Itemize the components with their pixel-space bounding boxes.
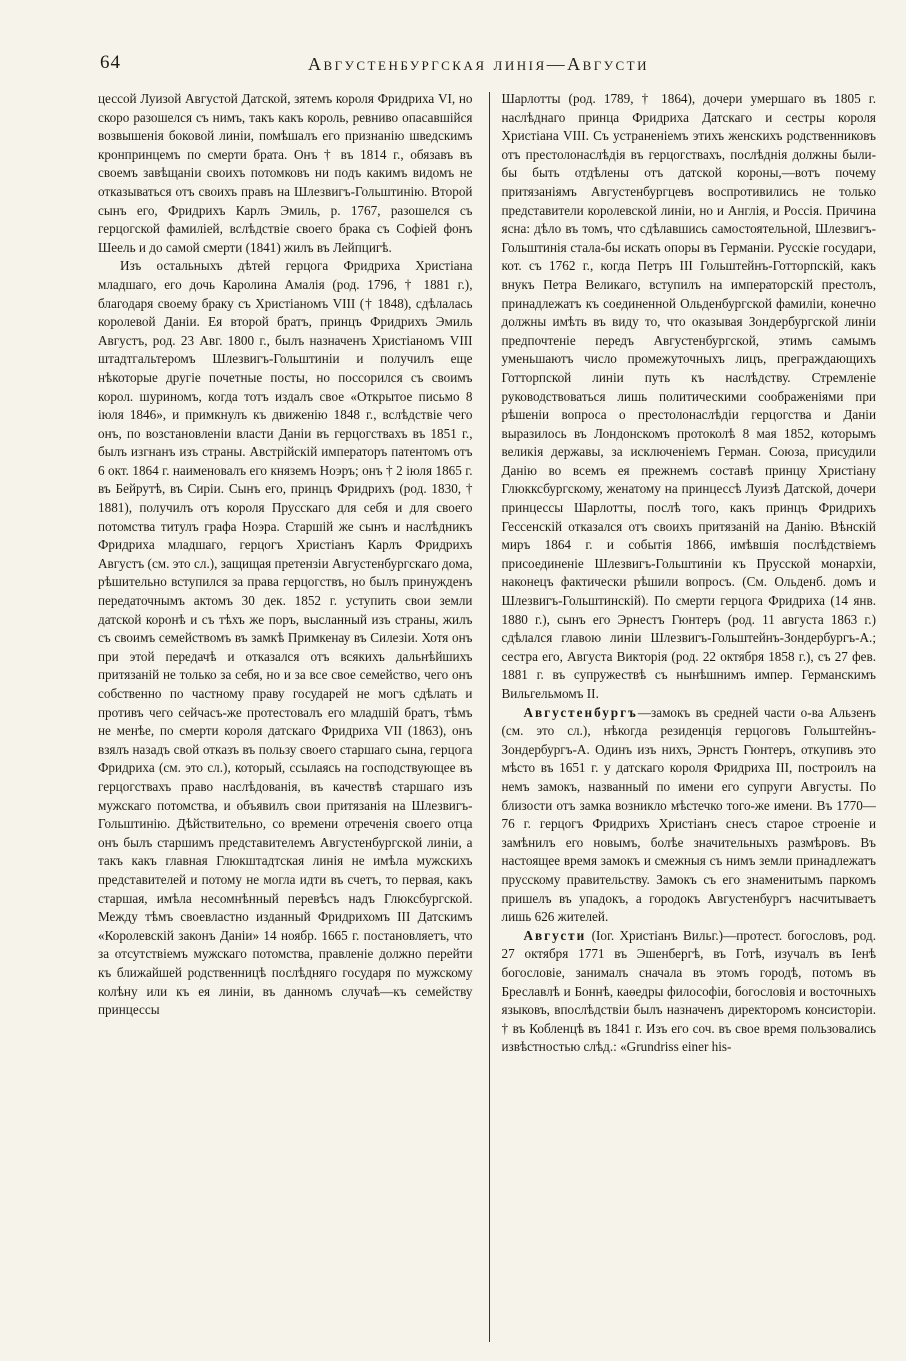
right-paragraph-1: Шарлотты (род. 1789, † 1864), дочери умершаго въ 1805 г. наслѣднаго принца Фридриха Датскаго и сестры короля Христіана VIII. Съ устраненіемъ этихъ женскихъ родственниковъ отъ престолонаслѣдія въ герцогствахъ, послѣднія должны были-бы быть отдѣлены отъ датской короны,—вотъ почему притязаніямъ Августенбургцевъ воспротивились не только представители королевской линіи, но и Англія, и Россія. Причина ясна: дѣло въ томъ, что сдѣлавшись самостоятельной, Шлезвигъ-Гольштинія стала-бы искать опоры въ Германіи. Русскіе государи, кот. съ 1762 г., когда Петръ III Гольштейнъ-Готторпскій, какъ внукъ Петра Великаго, вступилъ на императорскій престолъ, принадлежатъ къ соединенной Ольденбургской фамиліи, конечно должны имѣть въ виду то, что оказывая Зондербургской линіи предпочтеніе передъ Августенбургской, этимъ самымъ уменьшаютъ число промежуточныхъ лицъ, преграждающихъ Готторпской линіи путь къ наслѣдству. Стремленіе руководствоваться лишь политическими соображеніями при рѣшеніи вопроса о престолонаслѣдіи герцогства и Даніи выразилось въ Лондонскомъ протоколѣ 8 мая 1852, которымъ великія державы, за исключеніемъ Герман. Союза, присудили Данію во всемъ ея прежнемъ составѣ принцу Христіану Глюкксбургскому, женатому на принцессѣ Луизѣ Датской, дочери принцессы Шарлотты, послѣ того, какъ принцъ Фридрихъ Гессенскій отказался отъ своихъ притязаній на Данію. Вѣнскій миръ 1864 г. и событія 1866, имѣвшія послѣдствіемъ присоединеніе Шлезвигъ-Гольштиніи къ Прусской монархіи, наконецъ фактически рѣшили вопросъ. (См. Ольденб. домъ и Шлезвигъ-Гольштинскій). По смерти герцога Фридриха (14 янв. 1880 г.), сынъ его Эрнестъ Гюнтеръ (род. 11 августа 1863 г.) сдѣлался главою линіи Шлезвигъ-Гольштейнъ-Зондербургъ-А.; сестра его, Августа Викторія (род. 22 октября 1858 г.), съ 27 фев. 1881 г. въ супружествѣ съ нынѣшнимъ импер. Германскимъ Вильгельмомъ II.: [501, 91, 876, 701]
page-header: [78, 52, 876, 78]
text-columns: [98, 90, 876, 1342]
entry-headword: Августи: [523, 927, 587, 943]
column-divider: [489, 92, 490, 1342]
entry-body: —замокъ въ средней части о-ва Альзенъ (см. это сл.), нѣкогда резиденція герцоговъ Гольштейнъ-Зондербургъ-А. Одинъ изъ нихъ, Эрнстъ Гюнтеръ, откупивъ это мѣсто въ 1651 г. у датскаго короля Фридриха III, построилъ на немъ замокъ, названный по имени его супруги Августы. По близости отъ замка возникло мѣстечко того-же имени. Въ 1770—76 г. герцогъ Фридрихъ Христіанъ снесъ старое строеніе и замѣнилъ его новымъ, болѣе значительныхъ размѣровъ. Въ настоящее время замокъ и смежныя съ нимъ земли принадлежатъ прусскому правительству. Замокъ съ его знаменитымъ паркомъ пришелъ въ упадокъ, а городокъ Августенбургъ насчитываетъ лишь 626 жителей.: [501, 704, 876, 925]
entry-avgustenburg: [502, 704, 877, 927]
page-number: 64: [100, 52, 121, 73]
left-column: [98, 90, 481, 1342]
right-column: [498, 90, 877, 1342]
running-head: Августенбургская линія—Августи: [308, 54, 650, 74]
entry-headword: Августенбургъ: [523, 704, 638, 720]
entry-body: (Іог. Христіанъ Вильг.)—протест. богословъ, род. 27 октября 1771 въ Эшенбергѣ, въ Готѣ, изучалъ въ Іенѣ богословіе, занималъ сначала въ этомъ городѣ, потомъ въ Бреславлѣ и Боннѣ, каѳедры философіи, богословія и восточныхъ языковъ, впослѣдствіи былъ назначенъ директоромъ консисторіи. † въ Кобленцѣ въ 1841 г. Изъ его соч. въ свое время пользовались извѣстностью слѣд.: «Grundriss einer his-: [501, 927, 876, 1055]
entry-avgusti: [502, 927, 877, 1057]
left-paragraph-2: Изъ остальныхъ дѣтей герцога Фридриха Христіана младшаго, его дочь Каролина Амалія (род. 1796, † 1881 г.), благодаря своему браку съ Христіаномъ VIII († 1848), сдѣлалась королевой Даніи. Ея второй братъ, принцъ Фридрихъ Эмиль Августъ, род. 23 Авг. 1800 г., былъ назначенъ Христіаномъ VIII штадтгальтеромъ Шлезвигъ-Гольштиніи и получилъ еще нѣкоторые другіе почетные посты, но поссорился съ своимъ корол. шуриномъ, когда тотъ издалъ свое «Открытое письмо 8 іюля 1846», и примкнулъ къ движенію 1848 г., вслѣдствіе чего онъ, по возстановленіи власти Даніи въ герцогствахъ въ 1851 г., былъ изгнанъ изъ страны. Австрійскій императоръ патентомъ отъ 6 окт. 1864 г. наименовалъ его княземъ Ноэръ; онъ † 2 іюля 1865 г. въ Бейрутѣ, въ Сиріи. Сынъ его, принцъ Фридрихъ (род. 1830, † 1881), получилъ отъ короля Прусскаго для себя и для своего потомства титулъ графа Ноэра. Старшій же сынъ и наслѣдникъ Фридриха младшаго, герцогъ Христіанъ Карлъ Фридрихъ Августъ (см. это сл.), защищая претензіи Августенбургскаго дома, рѣшительно вступился за права герцогствъ, но былъ принужденъ передаточнымъ актомъ 30 дек. 1852 г. уступить свои земли датской коронѣ и съ тѣхъ же поръ, высланный изъ страны, жилъ съ своимъ семействомъ въ замкѣ Примкенау въ Силезіи. Хотя онъ при этой передачѣ и отказался отъ всякихъ дальнѣйшихъ притязаній не только за себя, но и за все свое семейство, чего онъ собственно по частному праву государей не могъ сдѣлать и противъ чего сейчасъ-же протестовалъ его младшій братъ, тѣмъ не менѣе, по смерти короля датскаго Фридриха VII (1863), онъ взялъ назадъ свой отказъ въ пользу своего старшаго сына, герцога Фридриха (см. это сл.), который, ссылаясь на господствующее въ герцогствахъ право наслѣдованія, въ качествѣ старшаго изъ мужскаго потомства, и объявилъ свои притязанія на Шлезвигъ-Гольштинію. Дѣйствительно, со времени отреченія своего отца онъ былъ старшимъ представителемъ Августенбургской линіи, а такъ какъ главная Глюкштадтская линія не имѣла мужскихъ представителей и потому не могла идти въ счетъ, то первая, какъ старшая, имѣла несомнѣнный перевѣсъ надъ Глюксбургской. Между тѣмъ своевластно изданный Фридрихомъ III Датскимъ «Королевскій законъ Даніи» 14 ноябр. 1665 г. постановляетъ, что за отсутствіемъ мужскаго потомства, правленіе должно перейти къ ближайшей родственницѣ послѣдняго государя по мужскому колѣну или къ ея линіи, въ данномъ случаѣ—къ семейству принцессы: [98, 258, 473, 1018]
left-paragraph-1: цессой Луизой Августой Датской, зятемъ короля Фридриха VI, но скоро разошелся съ нимъ, такъ какъ король, ревниво опасавшійся возвышенія боковой линіи, помѣшалъ его признанію шведскимъ кронпринцемъ по смерти брата. Онъ † въ 1814 г., обязавъ въ своемъ завѣщаніи своихъ потомковъ ни подъ какимъ видомъ не отказываться отъ своихъ правъ на Шлезвигъ-Гольштинію. Второй сынъ его, Фридрихъ Карлъ Эмиль, р. 1767, разошелся съ герцогской фамиліей, вслѣдствіе своего брака съ Софіей фонъ Шеель и до самой смерти (1841) жилъ въ Лейпцигѣ.: [98, 91, 473, 255]
